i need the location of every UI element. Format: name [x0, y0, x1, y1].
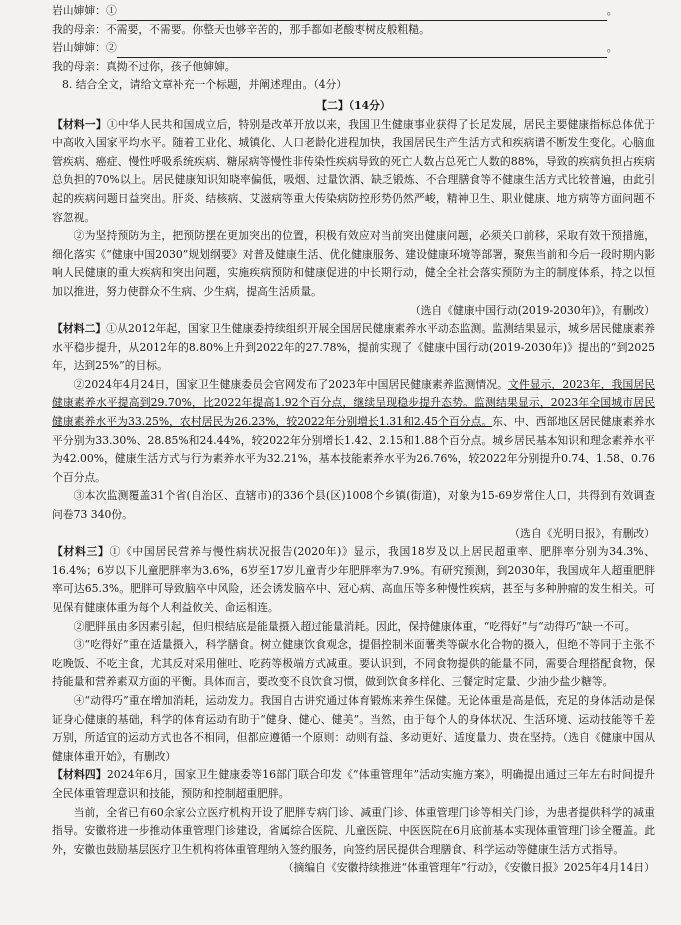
- material-2-para-1: 【材料二】①从2012年起，国家卫生健康委持续组织开展全国居民健康素养水平动态监测。监测结果显示，城乡居民健康素养水平稳步提升，从2012年的8.80%上升到2022年的27.78%，提前实现了《健康中国行动(2019-2030年)》提出的“到2025年，达到25%”的目标。: [52, 322, 655, 373]
- underlined-passage: 文件显示，2023年，我国居民健康素养水平提高到29.70%，比2022年提高1.92个百分点，继续呈现稳步提升态势。监测结果显示，2023年全国城市居民健康素养水平为33.25%，农村居民为26.23%，较2022年分别增长1.31和2.45个百分点。: [52, 377, 655, 429]
- material-3-para-3: ③“吃得好”重在适量摄入，科学膳食。树立健康饮食观念，提倡控制米面薯类等碳水化合物的摄入，但绝不等同于主张不吃晚饭、不吃主食，尤其反对采用催吐、吃药等极端方式减重。要认识到，不同食物提供的能量不同，需要合理搭配食物，保持能量和营养素双方面的平衡。具体而言，要改变不良饮食习惯，做到饮食多样化、三餐定时定量、少油少盐少糖等。: [52, 638, 655, 689]
- material-2-para-3: ③本次监测覆盖31个省(自治区、直辖市)的336个县(区)1008个乡镇(街道)，对象为15-69岁常住人口，共得到有效调查问卷73 340份。: [52, 489, 655, 522]
- material-3-para-4: ④“动得巧”重在增加消耗，运动发力。我国自古讲究通过体育锻炼来养生保健。无论体重是高是低，充足的身体活动是保证身心健康的基础，科学的体育运动有助于“健身、健心、健美”。当然，由于每个人的身体状况、生活环境、运动技能等千差万别，所适宜的运动方式也各不相同，但都应遵循一个原则：动则有益、多动更好、适度量力、贵在坚持。（选自《健康中国从健康体重开始》，有删改）: [52, 693, 655, 763]
- dialogue-line-4: 我的母亲：真拗不过你，孩子他婶婶。: [52, 59, 236, 73]
- section-title: 【二】（14分）: [316, 98, 391, 112]
- dialogue-line-1: 岩山婶婶：① 。: [52, 2, 655, 21]
- material-2-para-2: ②2024年4月24日，国家卫生健康委员会官网发布了2023年中国居民健康素养监测情况。文件显示，2023年，我国居民健康素养水平提高到29.70%，比2022年提高1.92个百分点，继续呈现稳步提升态势。监测结果显示，2023年全国城市居民健康素养水平为33.25%，农村居民为26.23%，较2022年分别增长1.31和2.45个百分点。东、中、西部地区居民健康素养水平分别为33.30%、28.85%和24.44%，较2022年分别增长1.42、2.15和1.88个百分点。城乡居民基本知识和理念素养水平为42.00%，健康生活方式与行为素养水平为32.21%，基本技能素养水平为26.76%，较2022年分别提升0.74、1.58、0.76个百分点。: [52, 377, 655, 484]
- question-8: 8. 结合全文，请给文章补充一个标题，并阐述理由。（4分）: [62, 78, 348, 92]
- answer-blank-2[interactable]: [117, 43, 607, 58]
- material-2-source: （选自《光明日报》，有删改）: [509, 526, 655, 540]
- answer-blank-1[interactable]: [117, 6, 607, 21]
- dialogue: [52, 2, 655, 76]
- material-3-para-2: ②肥胖虽由多因素引起，但归根结底是能量摄入超过能量消耗。因此，保持健康体重，“吃得好”与“动得巧”缺一不可。: [73, 619, 636, 633]
- material-1-para-1: 【材料一】①中华人民共和国成立后，特别是改革开放以来，我国卫生健康事业获得了长足发展，居民主要健康指标总体优于中高收入国家平均水平。随着工业化、城镇化、人口老龄化进程加快，我国居民生产生活方式和疾病谱不断发生变化。心脑血管疾病、癌症、慢性呼吸系统疾病、糖尿病等慢性非传染性疾病导致的死亡人数占总死亡人数的88%，导致的疾病负担占疾病总负担的70%以上。居民健康知识知晓率偏低，吸烟、过量饮酒、缺乏锻炼、不合理膳食等不健康生活方式比较普遍，由此引起的疾病问题日益突出。肝炎、结核病、艾滋病等重大传染病防控形势仍然严峻，精神卫生、职业健康、地方病等方面问题不容忽视。: [52, 117, 656, 224]
- material-4-para-2: 当前，全省已有60余家公立医疗机构开设了肥胖专病门诊、减重门诊、体重管理门诊等相关门诊，为患者提供科学的减重指导。安徽将进一步推动体重管理门诊建设，省属综合医院、儿童医院、中医医院在6月底前基本实现体重管理门诊全覆盖。此外，安徽也鼓励基层医疗卫生机构将体重管理纳入签约服务，向签约居民提供合理膳食、科学运动等健康生活方式指导。: [52, 805, 655, 856]
- dialogue-line-3: 岩山婶婶：② 。: [52, 39, 655, 58]
- material-4-para-1: 【材料四】2024年6月，国家卫生健康委等16部门联合印发《“体重管理年”活动实施方案》，明确提出通过三年左右时间提升全民体重管理意识和技能，预防和控制超重肥胖。: [52, 768, 655, 800]
- material-4-source: （摘编自《安徽持续推进“体重管理年”行动》，《安徽日报》2025年4月14日）: [282, 861, 655, 875]
- dialogue-line-2: 我的母亲：不需要，不需要。你整天也够辛苦的，那手都如老酸枣树皮般粗糙。: [52, 22, 430, 36]
- material-1-source: （选自《健康中国行动(2019-2030年)》，有删改）: [409, 303, 655, 317]
- material-3-para-1: 【材料三】①《中国居民营养与慢性病状况报告(2020年)》显示，我国18岁及以上居民超重率、肥胖率分别为34.3%、16.4%；6岁以下儿童肥胖率为3.6%，6岁至17岁儿童青少年肥胖率为7.9%。有研究预测，到2030年，我国成年人超重肥胖率可达65.3%。肥胖可导致脑卒中风险，还会诱发脑卒中、冠心病、高血压等多种慢性疾病，甚至与多种肿瘤的发生相关。可见保有健康体重为每个人利益攸关、命运相连。: [52, 545, 656, 614]
- material-1-para-2: ②为坚持预防为主，把预防摆在更加突出的位置，积极有效应对当前突出健康问题，必须关口前移，采取有效干预措施，细化落实《“健康中国2030”规划纲要》对普及健康生活、优化健康服务、建设健康环境等部署，聚焦当前和今后一段时期内影响人民健康的重大疾病和突出问题，实施疾病预防和健康促进的中长期行动，健全全社会落实预防为主的制度体系，持之以恒加以推进，努力使群众不生病、少生病，提高生活质量。: [52, 229, 655, 298]
- material-3-source: （选自《健康中国从健康体重开始》，有删改）: [52, 731, 655, 763]
